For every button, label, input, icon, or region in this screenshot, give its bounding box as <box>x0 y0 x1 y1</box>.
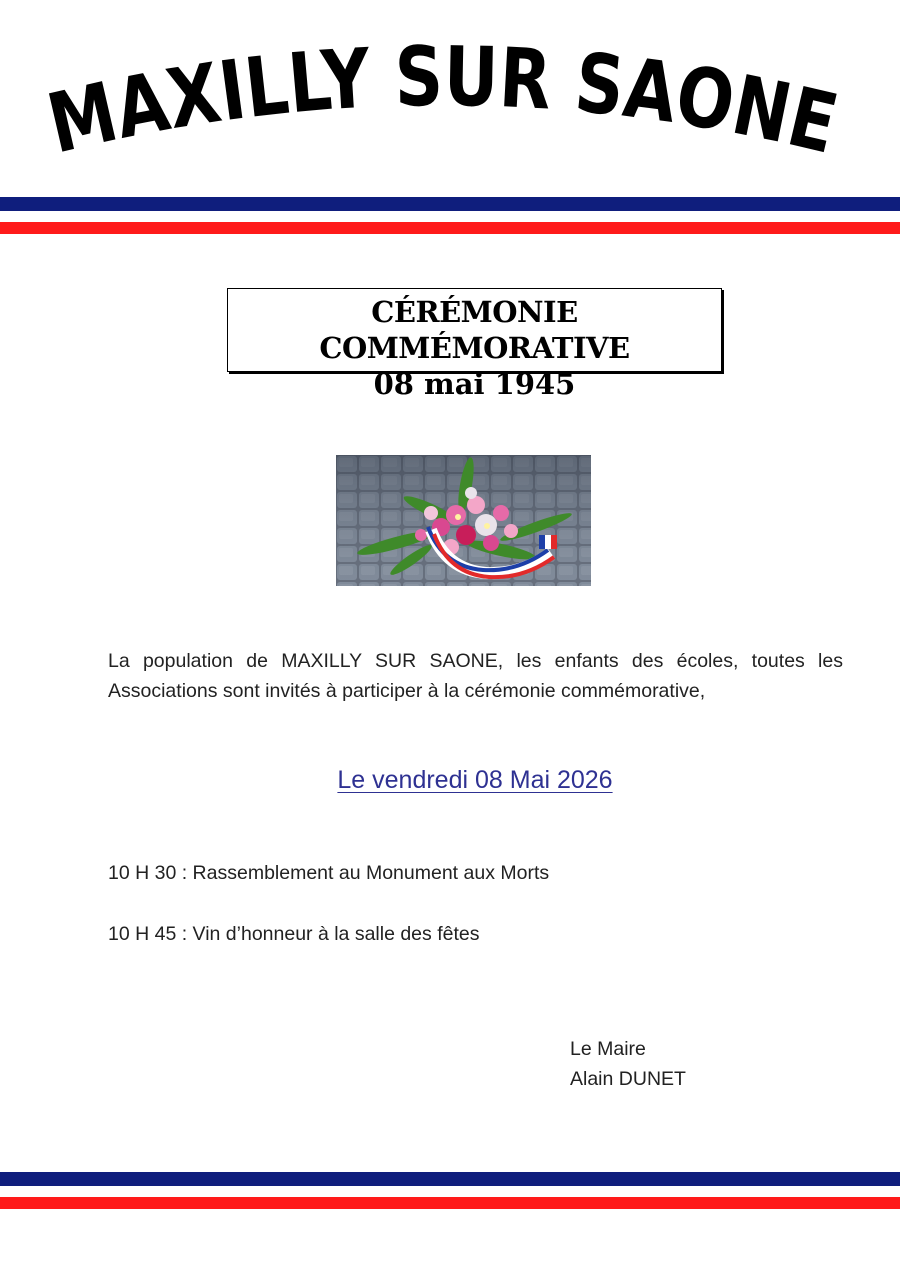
invitation-paragraph: La population de MAXILLY SUR SAONE, les enfants des écoles, toutes les Associations sont invités à participer à la cérémonie commémorative, <box>108 650 843 702</box>
town-name: MAXILLY SUR SAONE <box>39 40 856 175</box>
red-stripe <box>0 1197 900 1209</box>
floral-wreath-photo <box>336 455 591 586</box>
schedule-item-reception: 10 H 45 : Vin d’honneur à la salle des fêtes <box>108 923 480 945</box>
town-name-headline <box>0 40 900 180</box>
signature-block <box>570 1034 686 1094</box>
blue-stripe <box>0 1172 900 1186</box>
blue-stripe <box>0 197 900 211</box>
ceremony-title: CÉRÉMONIE COMMÉMORATIVE <box>319 295 630 365</box>
schedule-item-gathering: 10 H 30 : Rassemblement au Monument aux Morts <box>108 862 550 884</box>
white-stripe <box>0 211 900 222</box>
red-stripe <box>0 222 900 234</box>
floral-wreath-icon <box>336 455 591 586</box>
tricolor-stripes-top <box>0 197 900 234</box>
ceremony-date-1945: 08 mai 1945 <box>373 367 576 401</box>
signature-name: Alain DUNET <box>570 1068 686 1090</box>
tricolor-stripes-bottom <box>0 1172 900 1209</box>
signature-role: Le Maire <box>570 1038 646 1060</box>
white-stripe <box>0 1186 900 1197</box>
ceremony-title-box <box>227 288 722 401</box>
event-date: Le vendredi 08 Mai 2026 <box>337 766 613 794</box>
